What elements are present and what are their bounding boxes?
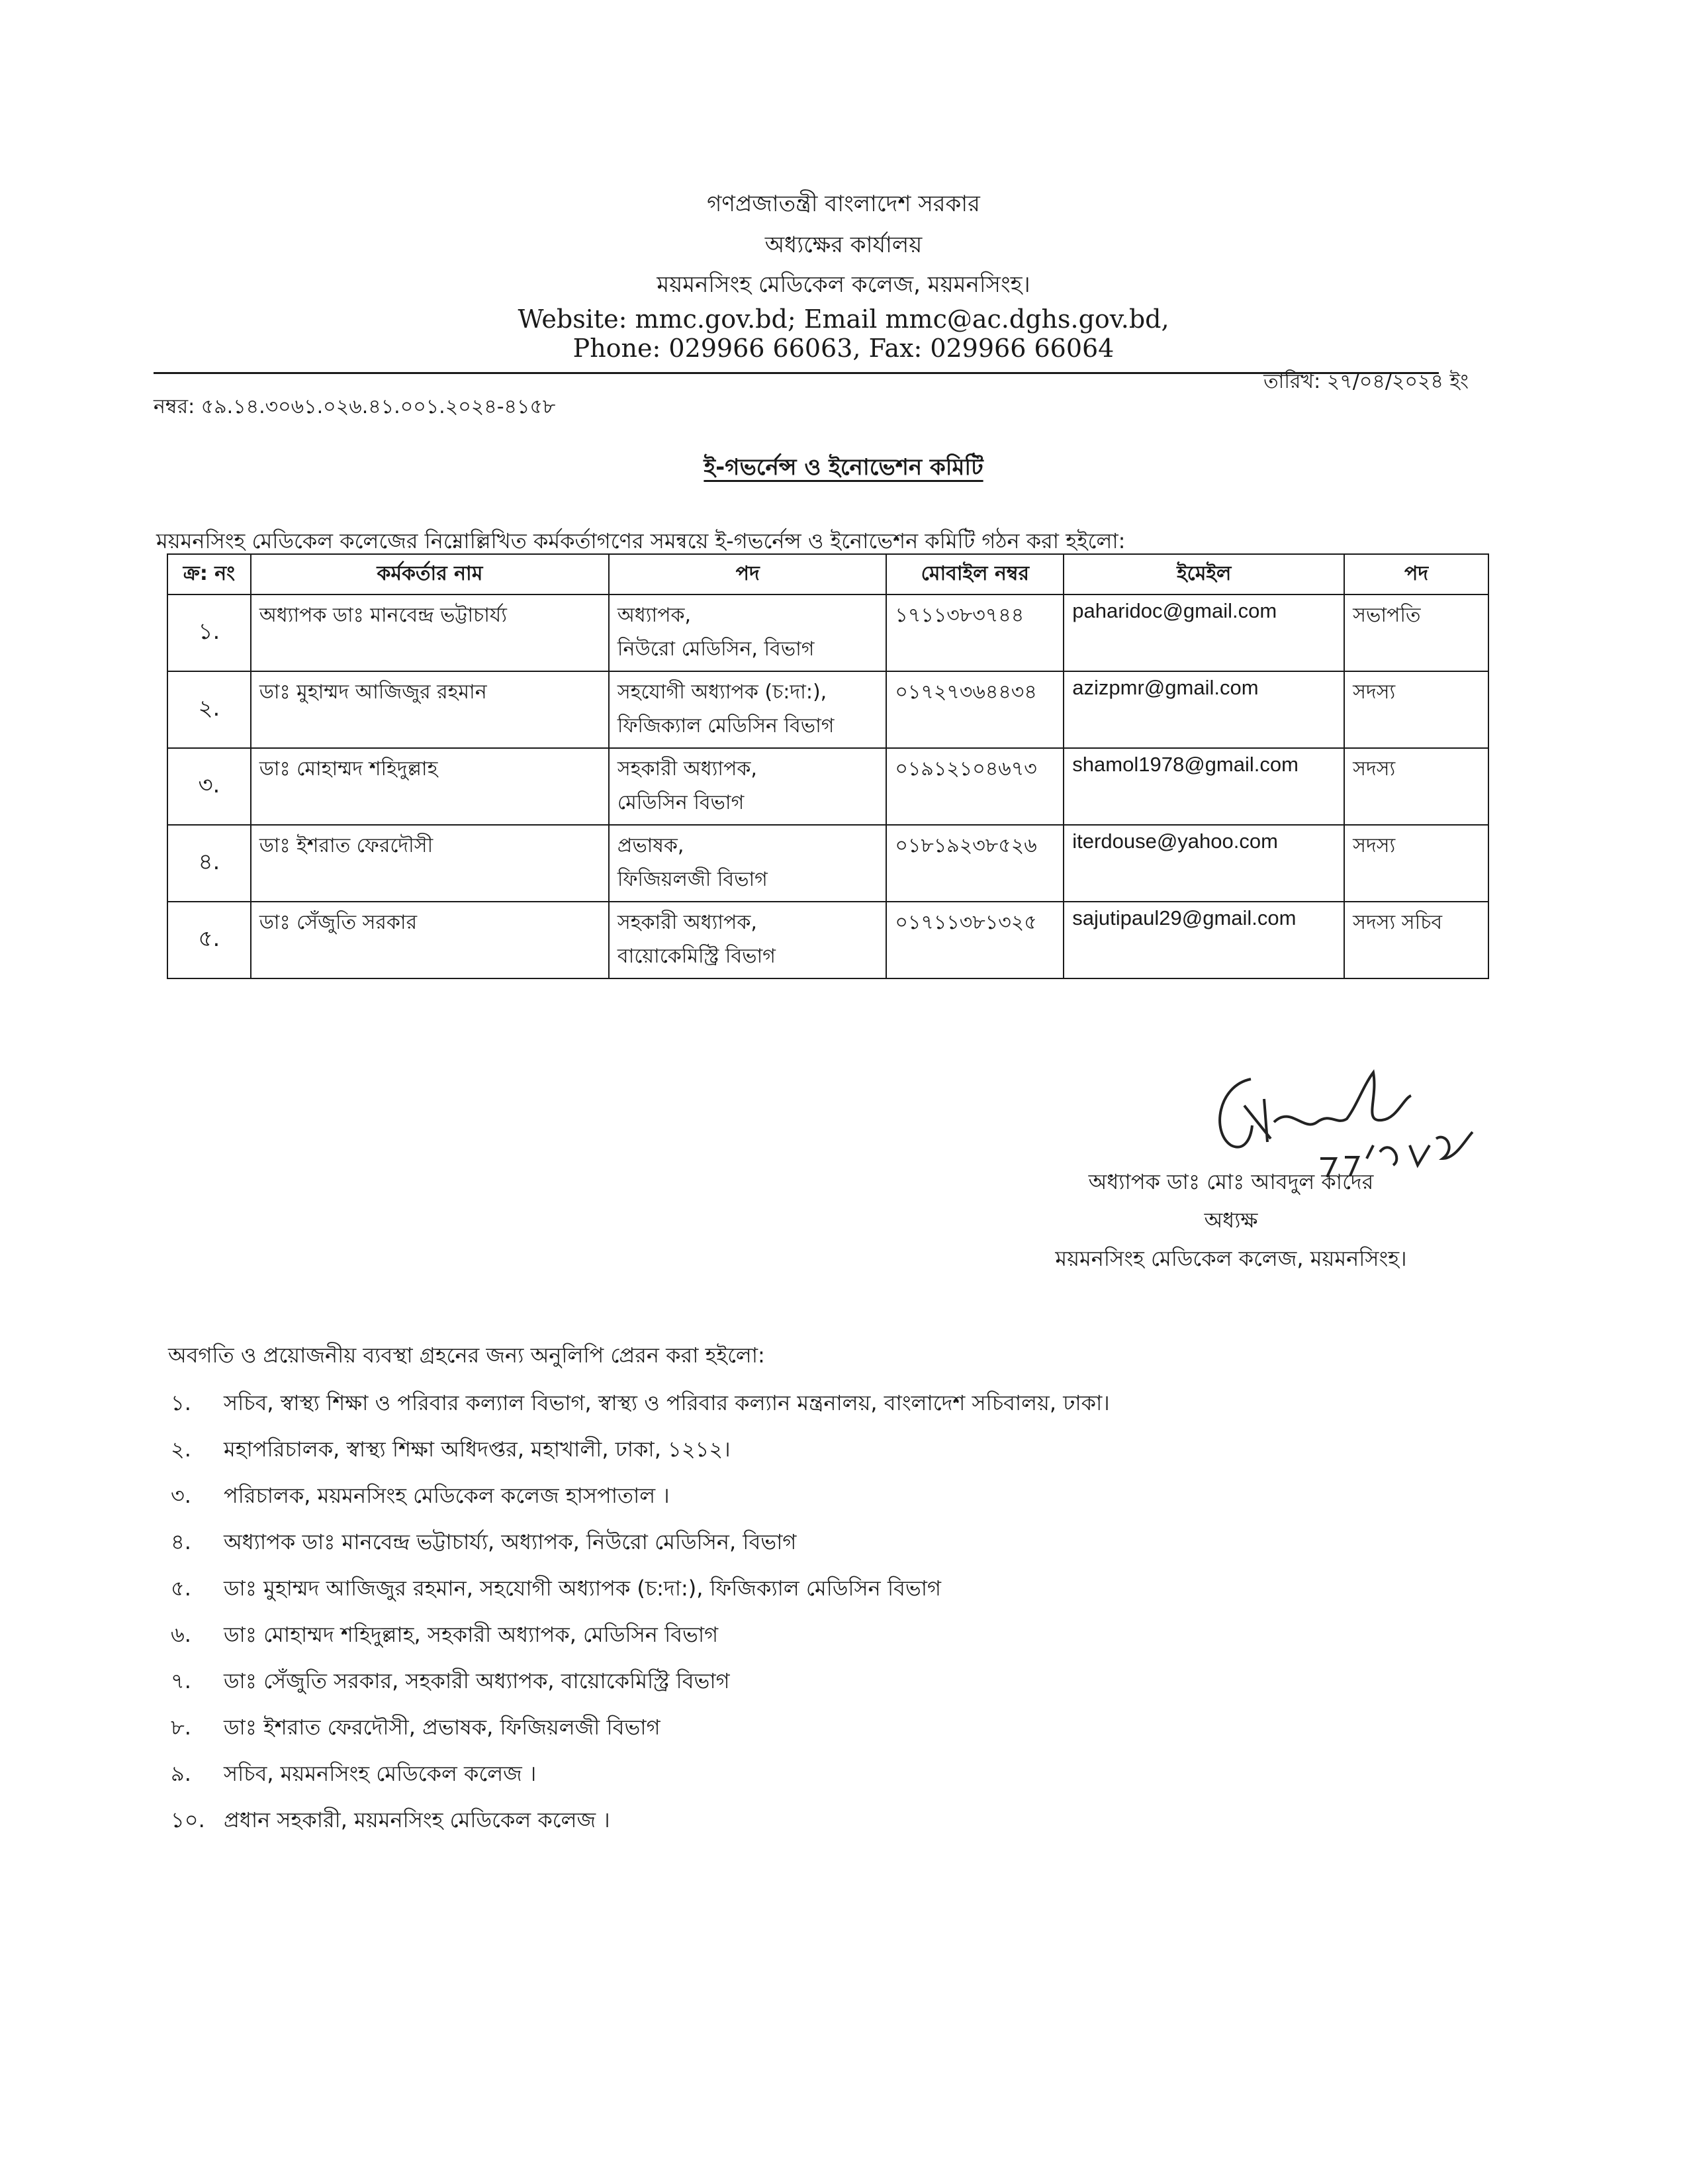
list-item-number: ৬. [171, 1622, 191, 1647]
list-item-number: ২. [171, 1437, 191, 1462]
table-row [167, 594, 1488, 671]
col-header-name: কর্মকর্তার নাম [251, 554, 609, 594]
cell-position [609, 825, 886, 902]
position-title: অধ্যাপক, [617, 604, 692, 627]
col-header-role: পদ [1344, 554, 1488, 594]
cell-position [609, 902, 886, 978]
handwritten-signature [1205, 1059, 1516, 1178]
header-divider [154, 372, 1439, 374]
cell-email: sajutipaul29@gmail.com [1064, 902, 1344, 978]
col-header-serial: ক্র: নং [167, 554, 251, 594]
cell-position [609, 594, 886, 671]
list-item-number: ৫. [171, 1576, 191, 1601]
cell-role: সভাপতি [1344, 594, 1488, 671]
list-item-number: ৩. [171, 1483, 191, 1508]
cell-name: অধ্যাপক ডাঃ মানবেন্দ্র ভট্টাচার্য্য [251, 594, 609, 671]
cell-mobile: ০১৭২৭৩৬৪৪৩৪ [886, 671, 1064, 748]
cell-email: azizpmr@gmail.com [1064, 671, 1344, 748]
list-item-text: পরিচালক, ময়মনসিংহ মেডিকেল কলেজ হাসপাতাল । [224, 1483, 670, 1508]
cell-role: সদস্য [1344, 825, 1488, 902]
cell-mobile: ০১৮১৯২৩৮৫২৬ [886, 825, 1064, 902]
position-dept: মেডিসিন বিভাগ [617, 791, 745, 814]
position-title: সহকারী অধ্যাপক, [617, 911, 757, 934]
list-item-text: প্রধান সহকারী, ময়মনসিংহ মেডিকেল কলেজ । [224, 1807, 610, 1832]
contact-phone-fax: Phone: 029966 66063, Fax: 029966 66064 [572, 334, 1115, 363]
cell-name: ডাঃ মোহাম্মদ শহিদুল্লাহ [251, 748, 609, 825]
list-item [171, 1572, 1494, 1618]
signatory-name: অধ্যাপক ডাঃ মোঃ আবদুল কাদের [1088, 1169, 1374, 1194]
position-title: সহযোগী অধ্যাপক (চ:দা:), [617, 681, 827, 704]
list-item [171, 1386, 1494, 1433]
position-dept: বায়োকেমিস্ট্রি বিভাগ [617, 945, 776, 968]
office-name: অধ্যক্ষের কার্যালয় [764, 232, 923, 258]
list-item-text: ডাঃ ইশরাত ফেরদৌসী, প্রভাষক, ফিজিয়লজী বিভাগ [224, 1715, 661, 1740]
list-item-number: ৪. [171, 1529, 191, 1554]
list-item-number: ১০. [171, 1807, 205, 1832]
list-item [171, 1803, 1494, 1850]
list-item-text: সচিব, ময়মনসিংহ মেডিকেল কলেজ । [224, 1761, 537, 1786]
list-item [171, 1525, 1494, 1572]
list-item [171, 1757, 1494, 1803]
page-title: ই-গভর্নেন্স ও ইনোভেশন কমিটি [704, 454, 983, 481]
cell-name: ডাঃ ইশরাত ফেরদৌসী [251, 825, 609, 902]
position-title: প্রভাষক, [617, 834, 684, 857]
cc-title: অবগতি ও প্রয়োজনীয় ব্যবস্থা গ্রহনের জন্য অনুলিপি প্রেরন করা হইলো: [168, 1343, 765, 1368]
cell-position [609, 671, 886, 748]
cell-name: ডাঃ সেঁজুতি সরকার [251, 902, 609, 978]
list-item-number: ৯. [171, 1761, 191, 1786]
table-header-row [167, 554, 1488, 594]
memo-date: তারিখ: ২৭/০৪/২০২৪ ইং [1263, 370, 1469, 393]
cell-position [609, 748, 886, 825]
list-item-number: ৮. [171, 1715, 191, 1740]
col-header-email: ইমেইল [1064, 554, 1344, 594]
position-dept: নিউরো মেডিসিন, বিভাগ [617, 638, 815, 661]
list-item [171, 1664, 1494, 1711]
position-dept: ফিজিক্যাল মেডিসিন বিভাগ [617, 714, 835, 737]
table-row [167, 825, 1488, 902]
cell-serial: ৫. [167, 902, 251, 978]
col-header-position: পদ [609, 554, 886, 594]
cell-email: paharidoc@gmail.com [1064, 594, 1344, 671]
list-item-number: ৭. [171, 1668, 191, 1693]
cell-mobile: ১৭১১৩৮৩৭৪৪ [886, 594, 1064, 671]
list-item [171, 1479, 1494, 1525]
signatory-designation: অধ্যক্ষ [1204, 1208, 1258, 1233]
list-item-text: অধ্যাপক ডাঃ মানবেন্দ্র ভট্টাচার্য্য, অধ্যাপক, নিউরো মেডিসিন, বিভাগ [224, 1529, 797, 1554]
list-item [171, 1711, 1494, 1757]
list-item-text: মহাপরিচালক, স্বাস্থ্য শিক্ষা অধিদপ্তর, মহাখালী, ঢাকা, ১২১২। [224, 1437, 731, 1462]
cc-list [171, 1386, 1494, 1850]
cell-mobile: ০১৭১১৩৮১৩২৫ [886, 902, 1064, 978]
cell-name: ডাঃ মুহাম্মদ আজিজুর রহমান [251, 671, 609, 748]
college-name: ময়মনসিংহ মেডিকেল কলেজ, ময়মনসিংহ। [657, 271, 1030, 298]
list-item-text: ডাঃ মোহাম্মদ শহিদুল্লাহ, সহকারী অধ্যাপক, মেডিসিন বিভাগ [224, 1622, 719, 1647]
list-item [171, 1433, 1494, 1479]
committee-table [167, 553, 1489, 979]
intro-text: ময়মনসিংহ মেডিকেল কলেজের নিম্নোল্লিখিত কর্মকর্তাগণের সমন্বয়ে ই-গভর্নেন্স ও ইনোভেশন কমিটি গঠন করা হইলো: [156, 528, 1126, 553]
cell-mobile: ০১৯১২১০৪৬৭৩ [886, 748, 1064, 825]
signatory-block [980, 1163, 1482, 1278]
list-item [171, 1618, 1494, 1664]
govt-name: গণপ্রজাতন্ত্রী বাংলাদেশ সরকার [707, 191, 980, 217]
col-header-mobile: মোবাইল নম্বর [886, 554, 1064, 594]
cell-role: সদস্য [1344, 748, 1488, 825]
memo-number: নম্বর: ৫৯.১৪.৩০৬১.০২৬.৪১.০০১.২০২৪-৪১৫৮ [154, 395, 556, 418]
position-title: সহকারী অধ্যাপক, [617, 757, 757, 781]
cell-role: সদস্য সচিব [1344, 902, 1488, 978]
list-item-text: ডাঃ সেঁজুতি সরকার, সহকারী অধ্যাপক, বায়োকেমিস্ট্রি বিভাগ [224, 1668, 730, 1693]
cell-serial: ২. [167, 671, 251, 748]
table-row [167, 748, 1488, 825]
cell-email: iterdouse@yahoo.com [1064, 825, 1344, 902]
signatory-office: ময়মনসিংহ মেডিকেল কলেজ, ময়মনসিংহ। [1055, 1246, 1407, 1271]
cell-email: shamol1978@gmail.com [1064, 748, 1344, 825]
list-item-text: সচিব, স্বাস্থ্য শিক্ষা ও পরিবার কল্যাল বিভাগ, স্বাস্থ্য ও পরিবার কল্যান মন্ত্রনালয়, বাংলাদেশ সচিবালয়, ঢাকা। [224, 1390, 1110, 1415]
table-row [167, 671, 1488, 748]
position-dept: ফিজিয়লজী বিভাগ [617, 868, 768, 891]
list-item-number: ১. [171, 1390, 191, 1415]
cell-serial: ৩. [167, 748, 251, 825]
cell-serial: ১. [167, 594, 251, 671]
contact-website-email: Website: mmc.gov.bd; Email mmc@ac.dghs.gov.bd, [518, 305, 1169, 334]
list-item-text: ডাঃ মুহাম্মদ আজিজুর রহমান, সহযোগী অধ্যাপক (চ:দা:), ফিজিক্যাল মেডিসিন বিভাগ [224, 1576, 942, 1601]
table-row [167, 902, 1488, 978]
cell-serial: ৪. [167, 825, 251, 902]
cell-role: সদস্য [1344, 671, 1488, 748]
